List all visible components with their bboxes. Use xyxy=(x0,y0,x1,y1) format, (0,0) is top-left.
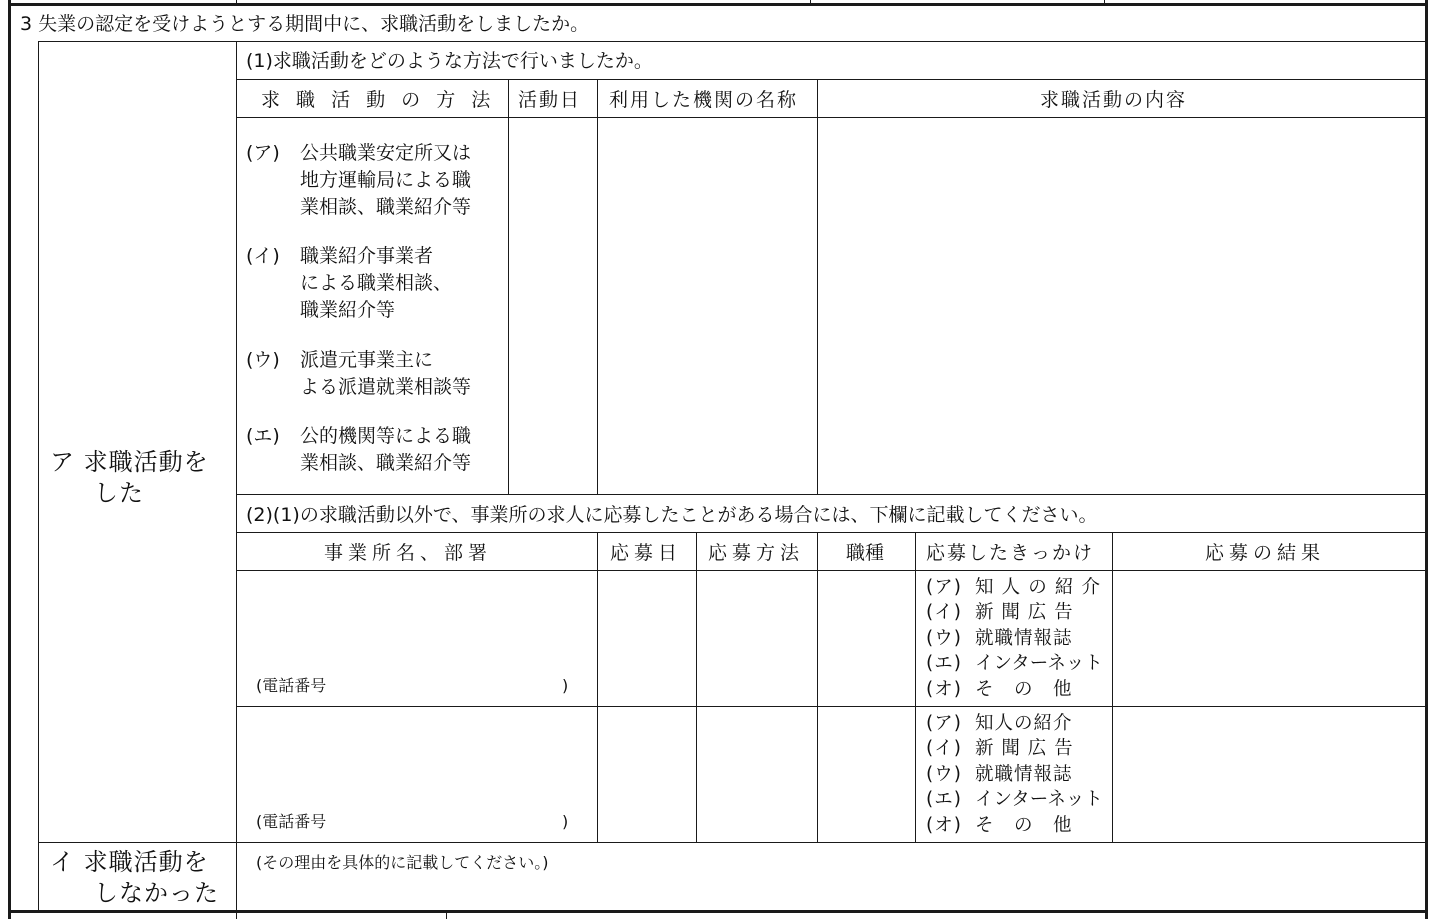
q1-header-method: 求 職 活 動 の 方 法 xyxy=(261,89,496,111)
q2-header-job: 職種 xyxy=(846,542,885,564)
job-type-field[interactable] xyxy=(818,707,915,842)
trigger-option[interactable]: そ の 他 xyxy=(975,815,1073,836)
trigger-option[interactable]: インターネット xyxy=(975,789,1103,810)
trigger-option[interactable]: 新 聞 広 告 xyxy=(975,602,1074,623)
trigger-option[interactable]: 知人の紹介 xyxy=(975,577,1101,598)
office-name-field[interactable] xyxy=(237,571,597,671)
phone-label: (電話番号 xyxy=(256,676,327,695)
trigger-option[interactable]: インターネット xyxy=(975,653,1103,674)
phone-close: ) xyxy=(562,676,569,695)
phone-label: (電話番号 xyxy=(256,812,327,831)
apply-date-field[interactable] xyxy=(598,707,696,842)
q2-header-trigger: 応募したきっかけ xyxy=(926,542,1095,564)
phone-close: ) xyxy=(562,812,569,831)
frame-left xyxy=(8,0,11,919)
q2-header-date: 応募日 xyxy=(610,542,683,564)
result-field[interactable] xyxy=(1113,571,1425,706)
trigger-option[interactable]: 知人の紹介 xyxy=(975,713,1073,734)
job-type-field[interactable] xyxy=(818,571,915,706)
reason-field[interactable] xyxy=(237,843,1425,910)
i-label-line1: イ 求職活動を xyxy=(50,848,209,876)
i-label-line2: しなかった xyxy=(94,879,219,907)
section-heading: 3 失業の認定を受けようとする期間中に、求職活動をしましたか。 xyxy=(20,13,590,35)
trigger-option[interactable]: 就職情報誌 xyxy=(975,628,1073,649)
q2-header-result: 応募の結果 xyxy=(1205,542,1326,564)
result-field[interactable] xyxy=(1113,707,1425,842)
trigger-option[interactable]: そ の 他 xyxy=(975,679,1073,700)
office-name-field[interactable] xyxy=(237,707,597,807)
method-key: (イ) xyxy=(246,245,280,267)
q2-title: (2)(1)の求職活動以外で、事業所の求人に応募したことがある場合には、下欄に記載してください。 xyxy=(246,504,1098,526)
unemployment-form: 3 失業の認定を受けようとする期間中に、求職活動をしましたか。 ア 求職活動を した (1)求職活動をどのような方法で行いましたか。 求 職 活 動 の 方 法 活動日 利用した機関の名称 求職活動の内容 (ア) 公共職業安定所又は 地方運輸局による職 業相談、職業紹介等 (イ) 職業紹介事業者 による職業相談、 職業紹介等 (ウ) 派遣元事業主に よる派遣就業相談等 (エ) 公的機関等による職 業相談、職業紹介等 (2)(1)の求職活動以外で、事業所の求人に応募したことがある場合には、下欄に記載してください。 事業所名、部署 応募日 応募方法 職種 応募したきっかけ 応募の結果 (電話番号 ) (ア) 知人の紹介 (イ) 新 聞 広 告 (ウ) 就職情報誌 (エ) インターネット (オ) そ の 他 (電話番号 ) (ア) 知人の紹介 (イ) 新 聞 広 告 (ウ) 就職情報誌 (エ) インターネット (オ) そ の 他 イ 求職活動を しなかった (その理由を具体的に記載してください。) xyxy=(0,0,1432,919)
method-key: (ウ) xyxy=(246,349,280,371)
activity-content-field[interactable] xyxy=(818,118,1425,494)
method-key: (エ) xyxy=(246,425,280,447)
apply-method-field[interactable] xyxy=(697,571,817,706)
q2-header-office: 事業所名、部署 xyxy=(324,542,493,564)
trigger-option[interactable]: 就職情報誌 xyxy=(975,764,1073,785)
frame-right xyxy=(1425,0,1428,919)
q1-header-agency: 利用した機関の名称 xyxy=(609,89,799,111)
frame-bottom xyxy=(8,910,1428,913)
frame-top xyxy=(8,3,1428,6)
trigger-option[interactable]: 新 聞 広 告 xyxy=(975,738,1074,759)
method-key: (ア) xyxy=(246,142,280,164)
a-label-line2: した xyxy=(94,479,144,507)
q2-header-method: 応募方法 xyxy=(708,542,805,564)
activity-date-field[interactable] xyxy=(509,118,597,494)
q1-header-content: 求職活動の内容 xyxy=(1040,89,1188,111)
q1-title: (1)求職活動をどのような方法で行いましたか。 xyxy=(246,50,653,72)
a-label-line1: ア 求職活動を xyxy=(50,448,209,476)
apply-date-field[interactable] xyxy=(598,571,696,706)
agency-name-field[interactable] xyxy=(598,118,817,494)
apply-method-field[interactable] xyxy=(697,707,817,842)
label-column-left xyxy=(38,41,39,911)
reason-note: (その理由を具体的に記載してください。) xyxy=(256,853,549,872)
q1-header-date: 活動日 xyxy=(518,89,582,111)
